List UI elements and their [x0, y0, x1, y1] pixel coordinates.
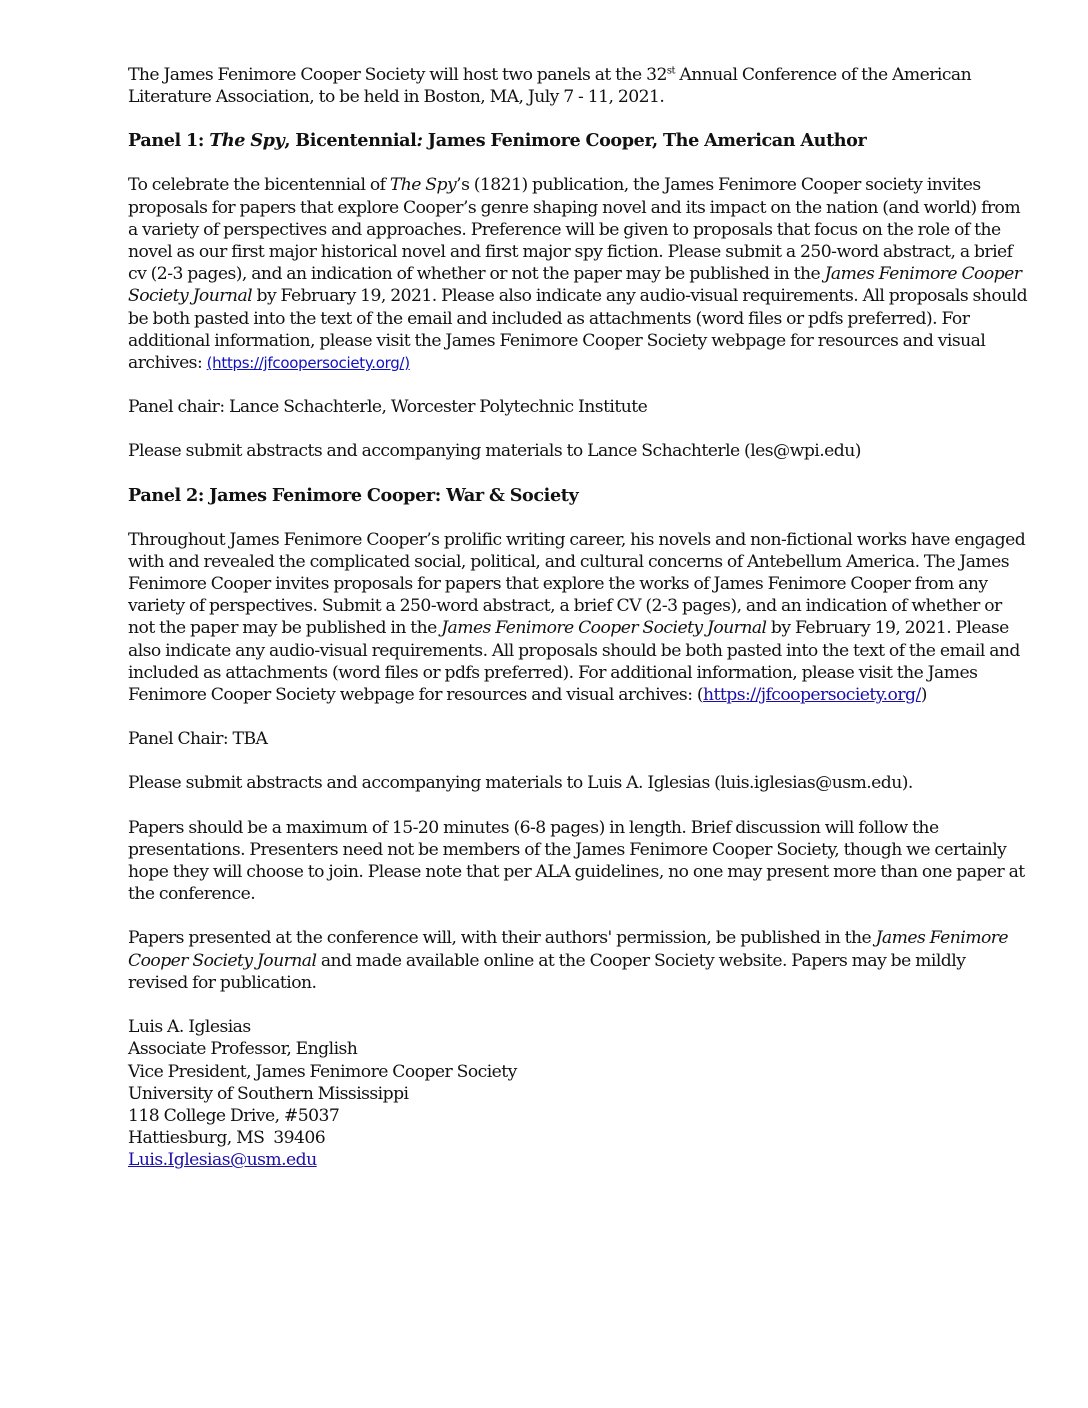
- signature-block: [128, 1016, 1028, 1171]
- panel2-text: Throughout James Fenimore Cooper’s prolific writing career, his novels and non-fictional works have engaged with and revealed the complicated social, political, and cultural concerns of Antebellum America. The James Fenimore Cooper invites proposals for papers that explore the works of James Fenimore Cooper from any variety of perspectives. Submit a 250-word abstract, a brief CV (2-3 pages), and an indication of whether or not the paper may be published in the: [128, 529, 1026, 639]
- signature-city: Hattiesburg, MS 39406: [128, 1128, 326, 1149]
- panel1-heading-colon: :: [416, 130, 423, 152]
- guidelines-paragraph: Papers should be a maximum of 15-20 minutes (6-8 pages) in length. Brief discussion will follow the presentations. Presenters need not be members of the James Fenimore Cooper Society, though we certainly hope they will choose to join. Please note that per ALA guidelines, no one may present more than one paper at the conference.: [128, 817, 1025, 905]
- panel1-book-title: The Spy: [389, 175, 457, 196]
- intro-text-rest: Annual Conference of the American Literature Association, to be held in Boston, MA, July 7 - 11, 2021.: [128, 65, 972, 108]
- panel2-chair: Panel Chair: TBA: [128, 729, 268, 750]
- panel2-description: [128, 529, 1028, 707]
- panel2-text-end: by February 19, 2021. Please also indicate any audio-visual requirements. All proposals should be both pasted into the text of the email and included as attachments (word files or pdfs preferred). For additional information, please visit the James Fenimore Cooper Society webpage for resources and visual archives: (: [128, 618, 1020, 706]
- signature-title: Associate Professor, English: [128, 1039, 358, 1060]
- panel1-description: [128, 174, 1028, 374]
- publication-paragraph: [128, 927, 1028, 994]
- panel1-heading-rest: James Fenimore Cooper, The American Author: [422, 130, 867, 152]
- signature-email-link[interactable]: Luis.Iglesias@usm.edu: [128, 1150, 317, 1171]
- publication-text-end: and made available online at the Cooper Society website. Papers may be mildly revised for publication.: [128, 950, 966, 993]
- signature-name: Luis A. Iglesias: [128, 1017, 251, 1038]
- panel1-heading-prefix: Panel 1:: [128, 130, 210, 152]
- panel1-heading-title: The Spy: [209, 130, 285, 152]
- panel1-chair: Panel chair: Lance Schachterle, Worcester Polytechnic Institute: [128, 397, 648, 418]
- signature-address: 118 College Drive, #5037: [128, 1105, 340, 1126]
- panel1-text: To celebrate the bicentennial of: [128, 175, 390, 196]
- publication-journal-title: James Fenimore Cooper Society Journal: [128, 928, 1009, 971]
- intro-paragraph: [128, 64, 1028, 108]
- society-website-link[interactable]: (https://jfcoopersociety.org/): [206, 354, 410, 373]
- signature-institution: University of Southern Mississippi: [128, 1083, 409, 1104]
- signature-role: Vice President, James Fenimore Cooper Society: [128, 1061, 517, 1082]
- panel1-heading: [128, 130, 1028, 152]
- intro-text: The James Fenimore Cooper Society will host two panels at the 32: [128, 65, 667, 85]
- document-page: [128, 64, 1028, 1172]
- panel2-journal-title: James Fenimore Cooper Society Journal: [441, 618, 767, 639]
- panel2-close-paren: ): [920, 685, 927, 706]
- ordinal-suffix: st: [666, 65, 675, 77]
- panel1-journal-title: James Fenimore Cooper Society Journal: [128, 264, 1022, 307]
- panel1-submit-info: Please submit abstracts and accompanying materials to Lance Schachterle (les@wpi.edu): [128, 441, 861, 462]
- publication-text: Papers presented at the conference will, with their authors' permission, be published in the: [128, 928, 876, 949]
- panel1-text-end: by February 19, 2021. Please also indicate any audio-visual requirements. All proposals should be both pasted into the text of the email and included as attachments (word files or pdfs preferred). For additional information, please visit the James Fenimore Cooper Society webpage for resources and visual archives:: [128, 286, 1028, 374]
- panel2-submit-info: Please submit abstracts and accompanying materials to Luis A. Iglesias (luis.iglesias@usm.edu).: [128, 773, 913, 794]
- panel2-heading: Panel 2: James Fenimore Cooper: War & Society: [128, 484, 579, 506]
- panel1-text-mid: ’s (1821) publication, the James Fenimore Cooper society invites proposals for papers that explore Cooper’s genre shaping novel and its impact on the nation (and world) from a variety of perspectives and approaches. Preference will be given to proposals that focus on the role of the novel as our first major historical novel and first major spy fiction. Please submit a 250-word abstract, a brief cv (2-3 pages), and an indication of whether or not the paper may be published in the: [128, 175, 1021, 285]
- panel1-heading-mid: , Bicentennial: [284, 130, 417, 152]
- society-website-link-2[interactable]: https://jfcoopersociety.org/: [703, 685, 921, 706]
